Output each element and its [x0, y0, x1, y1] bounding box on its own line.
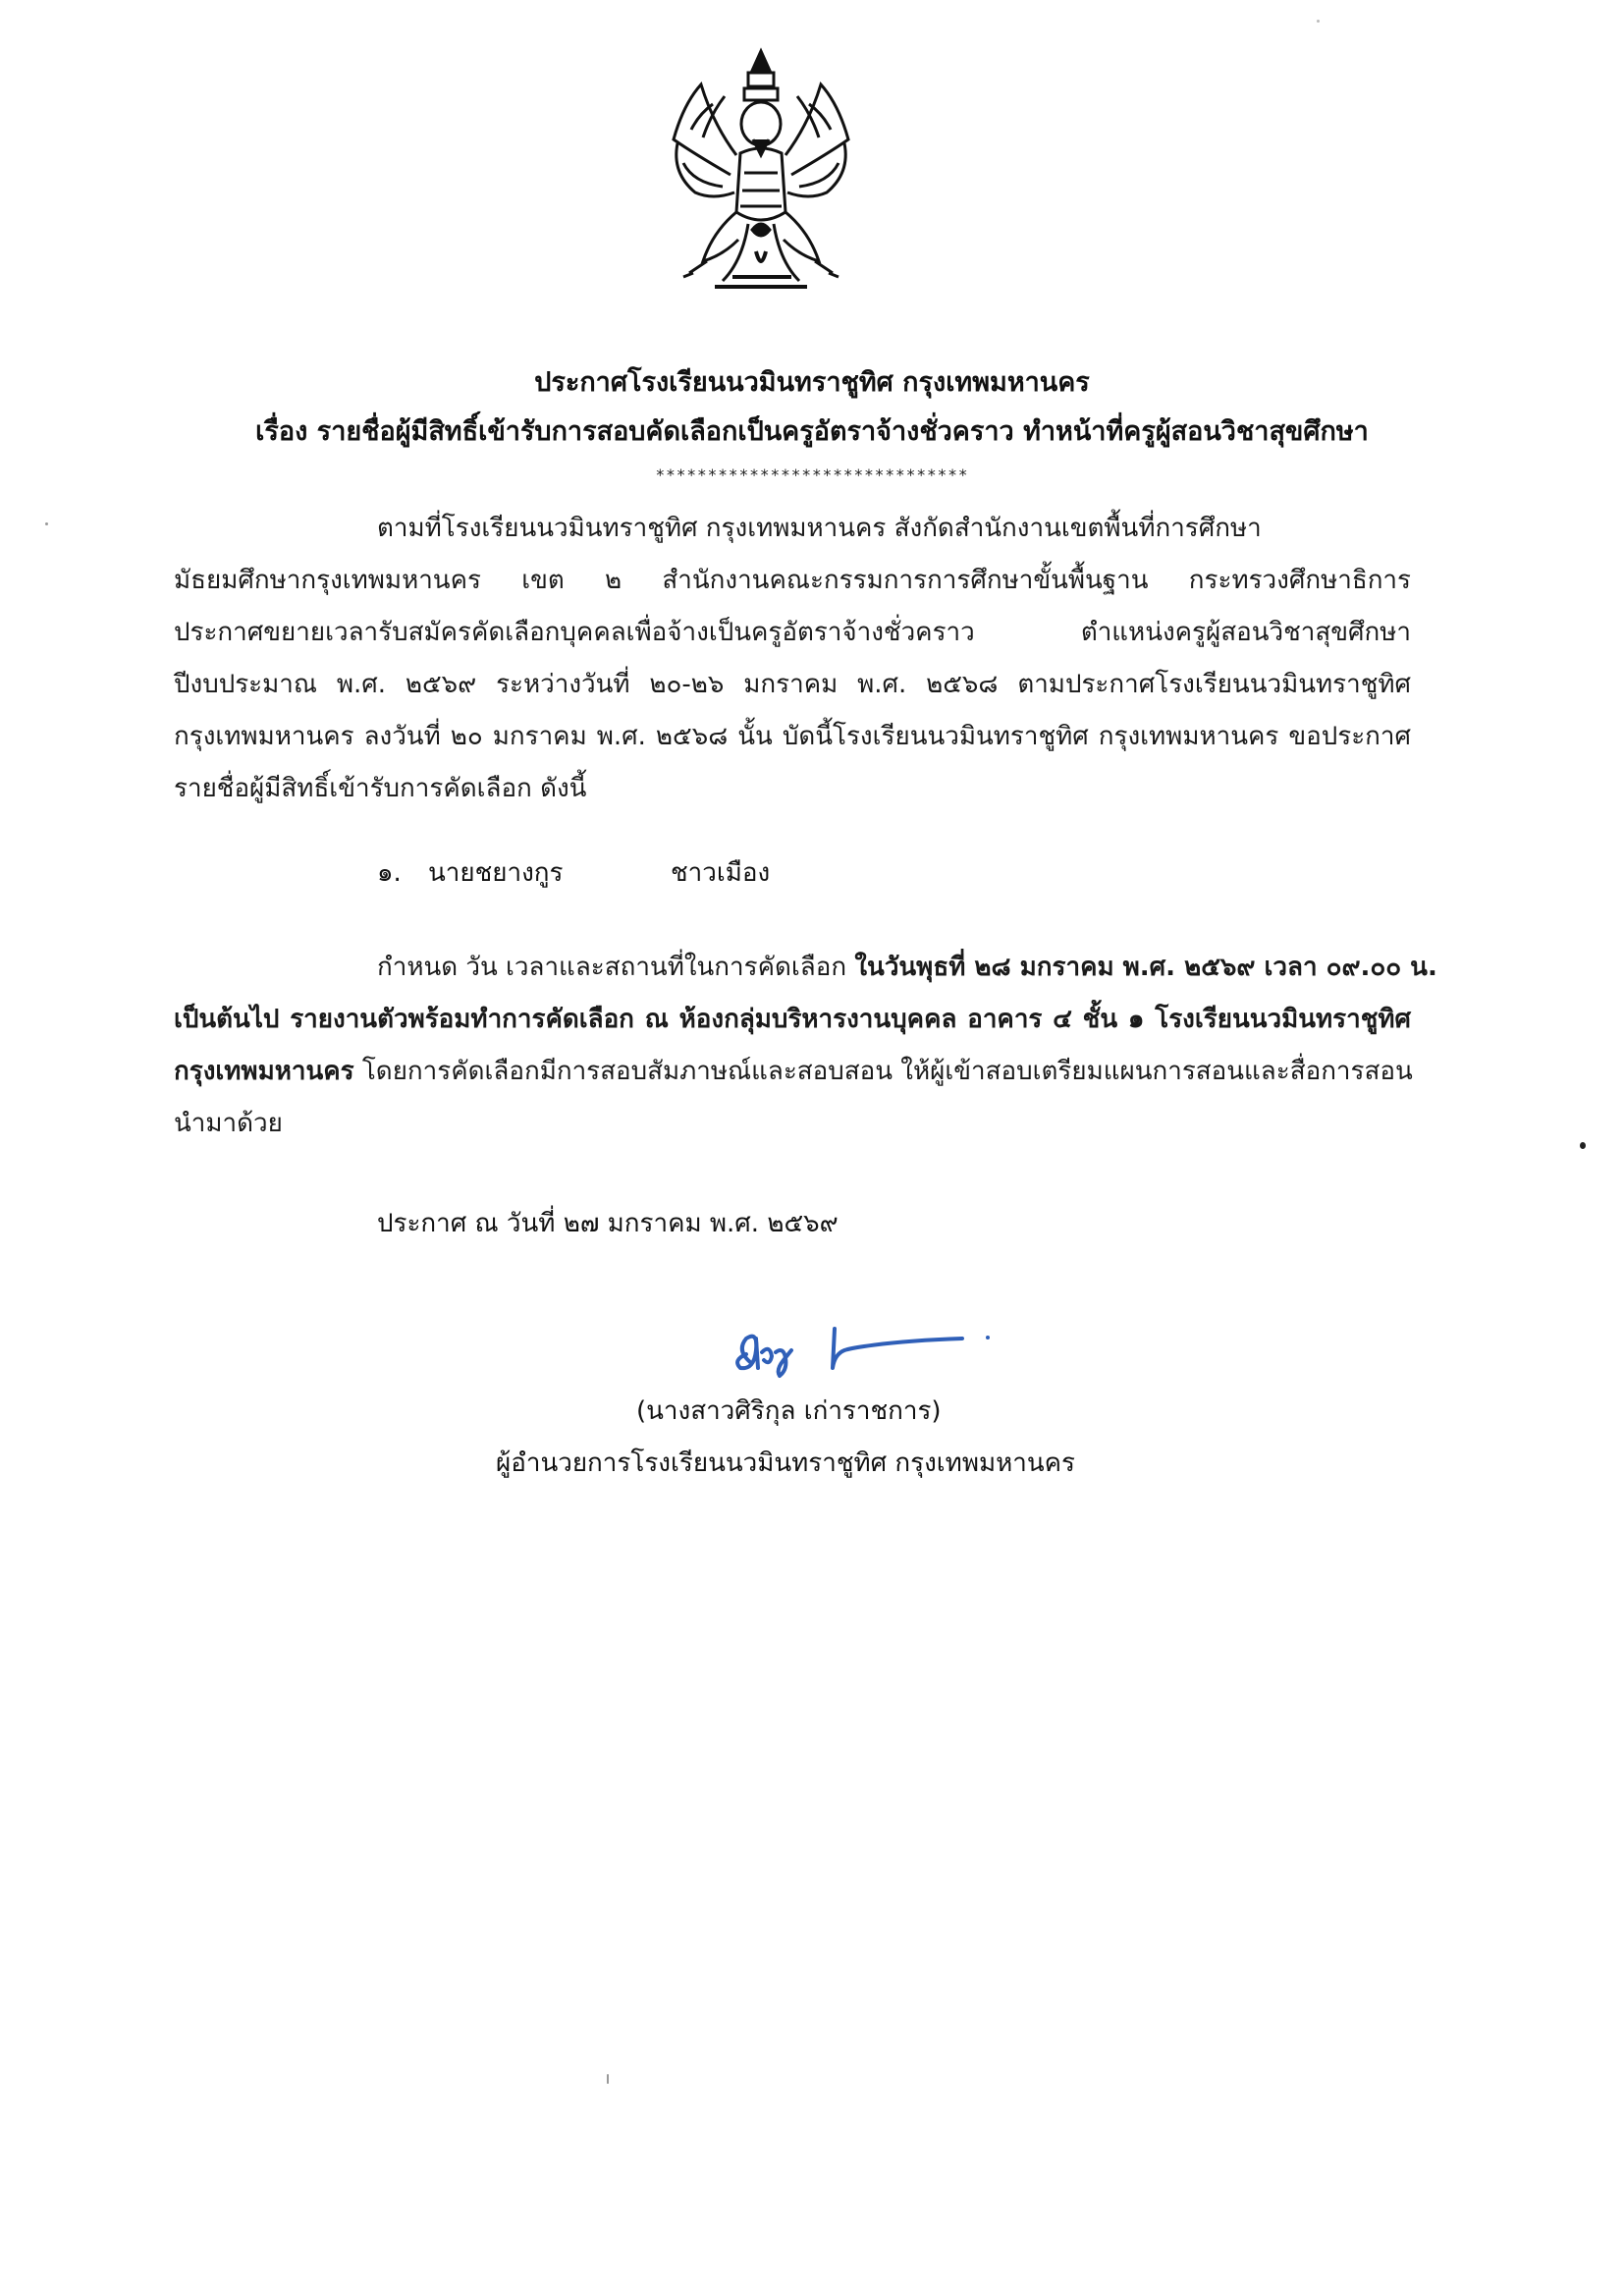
announcement-subject: เรื่อง รายชื่อผู้มีสิทธิ์เข้ารับการสอบคัดเลือกเป็นครูอัตราจ้างชั่วคราว ทำหน้าที่ครูผู้สอนวิชาสุขศึกษา	[255, 416, 1369, 447]
paragraph-line: ตามที่โรงเรียนนวมินทราชูทิศ กรุงเทพมหานคร สังกัดสำนักงานเขตพื้นที่การศึกษา	[377, 514, 1262, 543]
announcement-title: ประกาศโรงเรียนนวมินทราชูทิศ กรุงเทพมหานคร	[534, 367, 1090, 398]
scan-speck	[1580, 1142, 1586, 1149]
signatory-position: ผู้อำนวยการโรงเรียนนวมินทราชูทิศ กรุงเทพมหานคร	[496, 1449, 1075, 1478]
selection-date: ในวันพุธที่ ๒๘ มกราคม พ.ศ. ๒๕๖๙ เวลา ๐๙.๐๐ น.	[854, 953, 1437, 982]
paragraph-line: ประกาศขยายเวลารับสมัครคัดเลือกบุคคลเพื่อจ้างเป็นครูอัตราจ้างชั่วคราว ตำแหน่งครูผู้สอนวิชาสุขศึกษา	[174, 618, 1411, 647]
paragraph-line: รายชื่อผู้มีสิทธิ์เข้ารับการคัดเลือก ดังนี้	[174, 774, 587, 803]
scan-speck	[607, 2074, 609, 2084]
paragraph-line: กรุงเทพมหานคร โดยการคัดเลือกมีการสอบสัมภาษณ์และสอบสอน ให้ผู้เข้าสอบเตรียมแผนการสอนและสื่อการสอน	[174, 1057, 1413, 1086]
candidate-last-name: ชาวเมือง	[671, 858, 771, 888]
paragraph-line: ปีงบประมาณ พ.ศ. ๒๕๖๙ ระหว่างวันที่ ๒๐-๒๖ มกราคม พ.ศ. ๒๕๖๘ ตามประกาศโรงเรียนนวมินทราชูทิศ	[174, 670, 1411, 699]
paragraph-line: เป็นต้นไป รายงานตัวพร้อมทำการคัดเลือก ณ ห้องกลุ่มบริหารงานบุคคล อาคาร ๔ ชั้น ๑ โรงเรียนนวมินทราชูทิศ	[174, 1005, 1411, 1034]
paragraph-line: กรุงเทพมหานคร ลงวันที่ ๒๐ มกราคม พ.ศ. ๒๕๖๘ นั้น บัดนี้โรงเรียนนวมินทราชูทิศ กรุงเทพมหานคร ขอประกาศ	[174, 722, 1411, 751]
separator: ******************************	[655, 465, 969, 484]
list-item-number: ๑.	[377, 858, 402, 888]
paragraph-line: นำมาด้วย	[174, 1109, 283, 1138]
scan-speck	[1317, 20, 1320, 23]
paragraph-line: กำหนด วัน เวลาและสถานที่ในการคัดเลือก ในวันพุธที่ ๒๘ มกราคม พ.ศ. ๒๕๖๙ เวลา ๐๙.๐๐ น.	[377, 953, 1437, 982]
signature-icon	[707, 1311, 1001, 1390]
candidate-first-name: นายชยางกูร	[428, 858, 564, 888]
announcement-date: ประกาศ ณ วันที่ ๒๗ มกราคม พ.ศ. ๒๕๖๙	[377, 1209, 839, 1238]
garuda-emblem-icon	[654, 45, 868, 297]
scan-speck	[45, 522, 48, 525]
paragraph-line: มัธยมศึกษากรุงเทพมหานคร เขต ๒ สำนักงานคณะกรรมการการศึกษาขั้นพื้นฐาน กระทรวงศึกษาธิการ	[174, 566, 1411, 595]
signatory-name: (นางสาวศิริกุล เก่าราชการ)	[636, 1396, 942, 1426]
